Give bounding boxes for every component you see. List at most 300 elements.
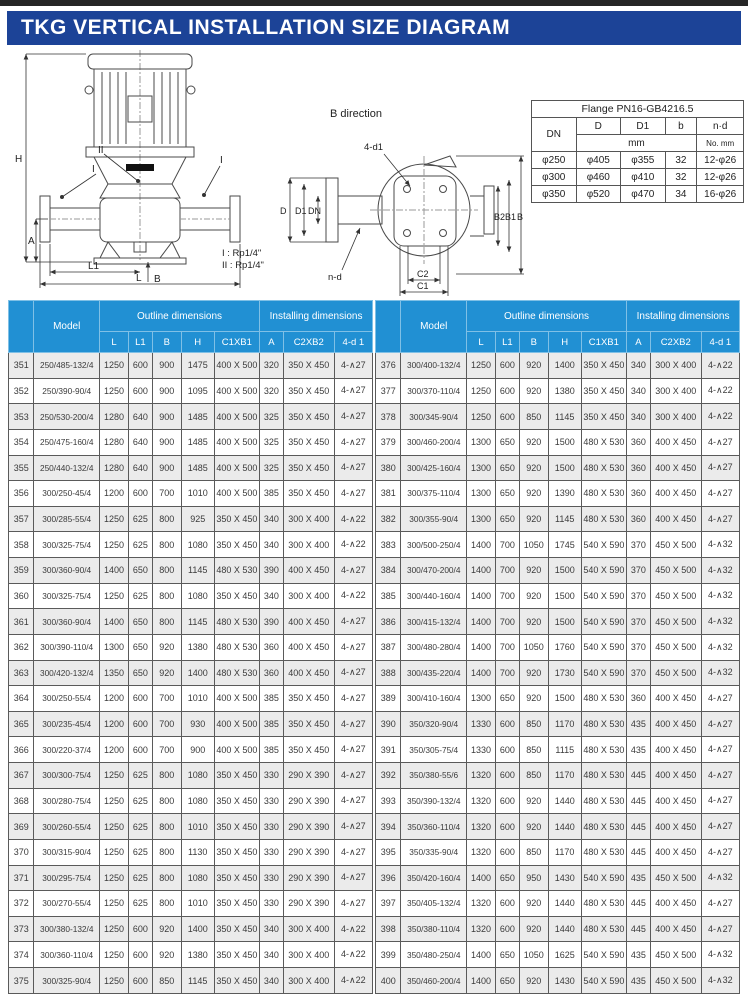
dn-cell: φ250 — [532, 152, 577, 169]
d-cell: φ460 — [576, 169, 621, 186]
a-cell: 370 — [627, 660, 651, 686]
l-cell: 1280 — [99, 404, 128, 430]
l1-cell: 600 — [129, 968, 153, 994]
c2xb2-cell: 400 X 450 — [283, 634, 334, 660]
h-cell: 1400 — [548, 353, 581, 379]
table-row — [9, 583, 373, 609]
4d1-cell: 4-∧27 — [334, 558, 372, 584]
4d1-cell: 4-∧27 — [701, 737, 739, 763]
a-cell: 390 — [260, 558, 284, 584]
l-cell: 1250 — [99, 916, 128, 942]
model-cell: 300/360-90/4 — [34, 558, 100, 584]
4d1-cell: 4-∧22 — [334, 583, 372, 609]
model-cell: 300/435-220/4 — [401, 660, 467, 686]
row-index: 352 — [9, 378, 34, 404]
c2xb2-cell: 400 X 450 — [650, 814, 701, 840]
col-header-a: A — [627, 332, 651, 353]
c1xb1-cell: 350 X 450 — [214, 814, 260, 840]
model-col-header: Model — [34, 301, 100, 353]
table-row — [376, 634, 740, 660]
page-title: TKG VERTICAL INSTALLATION SIZE DIAGRAM — [21, 16, 511, 39]
table-row — [376, 481, 740, 507]
c1xb1-cell: 350 X 450 — [581, 404, 627, 430]
h-cell: 1080 — [181, 788, 214, 814]
l1-cell: 700 — [496, 558, 520, 584]
table-row — [376, 814, 740, 840]
b-cell: 850 — [519, 404, 548, 430]
table-row — [532, 186, 744, 203]
l-cell: 1250 — [99, 891, 128, 917]
row-index: 363 — [9, 660, 34, 686]
b-cell: 900 — [152, 429, 181, 455]
a-cell: 320 — [260, 353, 284, 379]
table-row — [9, 353, 373, 379]
h-cell: 1130 — [181, 839, 214, 865]
4d1-cell: 4-∧27 — [334, 660, 372, 686]
h-cell: 1010 — [181, 814, 214, 840]
l1-cell: 600 — [129, 481, 153, 507]
b-cell: 920 — [519, 353, 548, 379]
table-row — [376, 378, 740, 404]
a-cell: 340 — [260, 942, 284, 968]
c1xb1-cell: 540 X 590 — [581, 968, 627, 994]
dn-cell: φ350 — [532, 186, 577, 203]
model-cell: 350/305-75/4 — [401, 737, 467, 763]
model-cell: 300/315-90/4 — [34, 839, 100, 865]
row-index: 380 — [376, 455, 401, 481]
model-cell: 300/300-75/4 — [34, 763, 100, 789]
c1xb1-cell: 400 X 500 — [214, 455, 260, 481]
h-cell: 1485 — [181, 455, 214, 481]
4d1-cell: 4-∧32 — [701, 634, 739, 660]
flange-col-d: D — [576, 118, 621, 135]
row-index: 359 — [9, 558, 34, 584]
model-cell: 250/485-132/4 — [34, 353, 100, 379]
4d1-cell: 4-∧27 — [701, 686, 739, 712]
d1-cell: φ355 — [621, 152, 666, 169]
row-index: 392 — [376, 763, 401, 789]
a-cell: 330 — [260, 839, 284, 865]
c1xb1-cell: 350 X 450 — [214, 968, 260, 994]
flange-table — [531, 100, 744, 203]
model-cell: 300/390-110/4 — [34, 634, 100, 660]
a-cell: 360 — [627, 686, 651, 712]
h-cell: 1440 — [548, 788, 581, 814]
l-cell: 1280 — [99, 429, 128, 455]
a-cell: 370 — [627, 558, 651, 584]
h-cell: 1430 — [548, 865, 581, 891]
4d1-cell: 4-∧27 — [334, 429, 372, 455]
port-thread-notes — [222, 248, 264, 272]
b-direction-title: B direction — [330, 108, 382, 120]
c2xb2-cell: 450 X 500 — [650, 634, 701, 660]
a-cell: 340 — [627, 378, 651, 404]
h-cell: 1380 — [181, 634, 214, 660]
4d1-cell: 4-∧27 — [701, 429, 739, 455]
l1-cell: 600 — [496, 839, 520, 865]
b-cell: 800 — [152, 532, 181, 558]
l1-cell: 650 — [496, 506, 520, 532]
l-cell: 1250 — [99, 763, 128, 789]
table-row — [9, 711, 373, 737]
a-cell: 385 — [260, 481, 284, 507]
col-header-b: B — [152, 332, 181, 353]
c2xb2-cell: 400 X 450 — [650, 686, 701, 712]
col-header-a: A — [260, 332, 284, 353]
4d1-cell: 4-∧27 — [334, 634, 372, 660]
b-cell: 920 — [152, 942, 181, 968]
b-cell: 900 — [152, 353, 181, 379]
4d1-cell: 4-∧32 — [701, 942, 739, 968]
l1-cell: 625 — [129, 865, 153, 891]
a-cell: 385 — [260, 711, 284, 737]
c2xb2-cell: 450 X 500 — [650, 532, 701, 558]
table-row — [376, 711, 740, 737]
4d1-cell: 4-∧27 — [701, 839, 739, 865]
row-index: 375 — [9, 968, 34, 994]
c2xb2-cell: 350 X 450 — [283, 737, 334, 763]
c2xb2-cell: 350 X 450 — [283, 711, 334, 737]
row-index: 399 — [376, 942, 401, 968]
h-cell: 1380 — [181, 942, 214, 968]
4d1-cell: 4-∧27 — [334, 353, 372, 379]
d1-cell: φ470 — [621, 186, 666, 203]
l1-cell: 600 — [496, 353, 520, 379]
c2xb2-cell: 290 X 390 — [283, 788, 334, 814]
l-cell: 1400 — [466, 942, 495, 968]
model-cell: 300/360-90/4 — [34, 609, 100, 635]
l1-cell: 650 — [496, 455, 520, 481]
l1-cell: 600 — [129, 916, 153, 942]
a-cell: 370 — [627, 583, 651, 609]
4d1-cell: 4-∧27 — [701, 506, 739, 532]
dim-label-h: H — [15, 154, 23, 165]
l-cell: 1320 — [466, 891, 495, 917]
model-cell: 300/470-200/4 — [401, 558, 467, 584]
l-cell: 1400 — [466, 609, 495, 635]
h-cell: 1010 — [181, 891, 214, 917]
b-cell: 850 — [519, 711, 548, 737]
l1-cell: 700 — [496, 660, 520, 686]
outline-group-header: Outline dimensions — [99, 301, 259, 332]
h-cell: 1500 — [548, 455, 581, 481]
row-index: 386 — [376, 609, 401, 635]
b-cell: 800 — [152, 788, 181, 814]
c1xb1-cell: 540 X 590 — [581, 532, 627, 558]
l1-cell: 650 — [129, 660, 153, 686]
model-cell: 300/400-132/4 — [401, 353, 467, 379]
c1xb1-cell: 480 X 530 — [581, 455, 627, 481]
a-cell: 445 — [627, 891, 651, 917]
4d1-cell: 4-∧22 — [334, 916, 372, 942]
c1xb1-cell: 480 X 530 — [581, 839, 627, 865]
row-index: 379 — [376, 429, 401, 455]
row-index: 372 — [9, 891, 34, 917]
table-row — [376, 583, 740, 609]
h-cell: 1500 — [548, 609, 581, 635]
b-cell: 920 — [519, 609, 548, 635]
b-cell: 920 — [519, 455, 548, 481]
c1xb1-cell: 400 X 500 — [214, 429, 260, 455]
b-cell: 920 — [519, 583, 548, 609]
l-cell: 1250 — [99, 865, 128, 891]
l1-cell: 625 — [129, 532, 153, 558]
a-cell: 340 — [627, 353, 651, 379]
row-index: 395 — [376, 839, 401, 865]
row-index: 369 — [9, 814, 34, 840]
table-row — [376, 839, 740, 865]
a-cell: 340 — [260, 916, 284, 942]
flange-col-d1: D1 — [621, 118, 666, 135]
dim-label-c1: C1 — [417, 281, 429, 291]
c2xb2-cell: 450 X 500 — [650, 609, 701, 635]
4d1-cell: 4-∧27 — [334, 711, 372, 737]
col-header-h: H — [181, 332, 214, 353]
col-header-l1: L1 — [129, 332, 153, 353]
d-cell: φ405 — [576, 152, 621, 169]
4d1-cell: 4-∧22 — [334, 968, 372, 994]
row-index: 396 — [376, 865, 401, 891]
model-cell: 350/460-200/4 — [401, 968, 467, 994]
model-cell: 350/405-132/4 — [401, 891, 467, 917]
row-index: 355 — [9, 455, 34, 481]
table-row — [376, 455, 740, 481]
l1-cell: 600 — [496, 711, 520, 737]
row-index: 381 — [376, 481, 401, 507]
row-index: 389 — [376, 686, 401, 712]
l-cell: 1300 — [466, 506, 495, 532]
table-row — [9, 891, 373, 917]
l-cell: 1250 — [99, 942, 128, 968]
model-cell: 300/280-75/4 — [34, 788, 100, 814]
c2xb2-cell: 350 X 450 — [283, 455, 334, 481]
row-index: 391 — [376, 737, 401, 763]
h-cell: 1080 — [181, 583, 214, 609]
c1xb1-cell: 400 X 500 — [214, 737, 260, 763]
c2xb2-cell: 400 X 450 — [650, 506, 701, 532]
outline-group-header: Outline dimensions — [466, 301, 626, 332]
l1-cell: 625 — [129, 814, 153, 840]
model-cell: 300/480-280/4 — [401, 634, 467, 660]
table-row — [9, 506, 373, 532]
model-cell: 300/460-200/4 — [401, 429, 467, 455]
h-cell: 1080 — [181, 763, 214, 789]
row-index: 394 — [376, 814, 401, 840]
l-cell: 1300 — [99, 634, 128, 660]
note-line-1: I : Rp1/4" — [222, 248, 262, 259]
4d1-cell: 4-∧22 — [701, 378, 739, 404]
4d1-cell: 4-∧27 — [701, 814, 739, 840]
model-cell: 350/320-90/4 — [401, 711, 467, 737]
top-border-strip — [0, 0, 748, 6]
model-cell: 300/415-132/4 — [401, 609, 467, 635]
c2xb2-cell: 290 X 390 — [283, 763, 334, 789]
table-row — [9, 763, 373, 789]
c2xb2-cell: 400 X 450 — [283, 660, 334, 686]
table-row — [9, 378, 373, 404]
a-cell: 390 — [260, 609, 284, 635]
a-cell: 445 — [627, 839, 651, 865]
c1xb1-cell: 350 X 450 — [581, 353, 627, 379]
l1-cell: 600 — [129, 686, 153, 712]
c1xb1-cell: 480 X 530 — [214, 609, 260, 635]
row-index: 377 — [376, 378, 401, 404]
table-row — [9, 968, 373, 994]
c1xb1-cell: 350 X 450 — [214, 916, 260, 942]
table-row — [9, 865, 373, 891]
c2xb2-cell: 300 X 400 — [650, 353, 701, 379]
b-cell: 920 — [519, 686, 548, 712]
b-cell: 920 — [519, 429, 548, 455]
model-cell: 350/390-132/4 — [401, 788, 467, 814]
l-cell: 1400 — [466, 660, 495, 686]
col-header-c1xb1: C1XB1 — [581, 332, 627, 353]
model-cell: 350/380-110/4 — [401, 916, 467, 942]
c1xb1-cell: 540 X 590 — [581, 865, 627, 891]
l1-cell: 625 — [129, 891, 153, 917]
h-cell: 1170 — [548, 711, 581, 737]
d-cell: φ520 — [576, 186, 621, 203]
h-cell: 1730 — [548, 660, 581, 686]
b-cell: 32 — [665, 152, 697, 169]
a-cell: 330 — [260, 865, 284, 891]
c1xb1-cell: 480 X 530 — [581, 737, 627, 763]
c2xb2-cell: 350 X 450 — [283, 481, 334, 507]
dim-label-d1: D1 — [295, 206, 307, 216]
model-cell: 350/380-55/6 — [401, 763, 467, 789]
b-cell: 34 — [665, 186, 697, 203]
dimension-tables — [8, 300, 741, 994]
h-cell: 1145 — [181, 968, 214, 994]
c1xb1-cell: 480 X 530 — [581, 763, 627, 789]
model-cell: 300/355-90/4 — [401, 506, 467, 532]
h-cell: 1760 — [548, 634, 581, 660]
nd-cell: 12-φ26 — [697, 169, 744, 186]
c1xb1-cell: 350 X 450 — [214, 891, 260, 917]
l-cell: 1300 — [466, 429, 495, 455]
title-bar — [7, 11, 741, 45]
b-cell: 32 — [665, 169, 697, 186]
l-cell: 1330 — [466, 711, 495, 737]
model-cell: 250/440-132/4 — [34, 455, 100, 481]
table-row — [9, 532, 373, 558]
row-index: 388 — [376, 660, 401, 686]
c2xb2-cell: 300 X 400 — [650, 404, 701, 430]
c2xb2-cell: 290 X 390 — [283, 814, 334, 840]
l1-cell: 600 — [129, 942, 153, 968]
h-cell: 1380 — [548, 378, 581, 404]
table-row — [9, 558, 373, 584]
c1xb1-cell: 480 X 530 — [581, 891, 627, 917]
c1xb1-cell: 350 X 450 — [581, 378, 627, 404]
row-index: 356 — [9, 481, 34, 507]
l-cell: 1200 — [99, 737, 128, 763]
c2xb2-cell: 450 X 500 — [650, 942, 701, 968]
dim-label-b: B — [517, 212, 524, 222]
table-row — [9, 455, 373, 481]
l1-cell: 625 — [129, 788, 153, 814]
4d1-cell: 4-∧27 — [334, 686, 372, 712]
a-cell: 445 — [627, 814, 651, 840]
col-header-c2xb2: C2XB2 — [283, 332, 334, 353]
model-cell: 300/325-90/4 — [34, 968, 100, 994]
h-cell: 1080 — [181, 532, 214, 558]
table-row — [9, 481, 373, 507]
c2xb2-cell: 450 X 500 — [650, 583, 701, 609]
l-cell: 1250 — [99, 583, 128, 609]
l-cell: 1320 — [466, 839, 495, 865]
h-cell: 1095 — [181, 378, 214, 404]
c1xb1-cell: 480 X 530 — [214, 634, 260, 660]
dim-label-l1: L1 — [88, 261, 100, 272]
row-index: 367 — [9, 763, 34, 789]
h-cell: 1400 — [181, 916, 214, 942]
model-cell: 300/370-110/4 — [401, 378, 467, 404]
b-cell: 700 — [152, 737, 181, 763]
4d1-cell: 4-∧27 — [334, 737, 372, 763]
c1xb1-cell: 400 X 500 — [214, 711, 260, 737]
a-cell: 445 — [627, 763, 651, 789]
c1xb1-cell: 540 X 590 — [581, 558, 627, 584]
l1-cell: 600 — [129, 353, 153, 379]
l-cell: 1300 — [466, 481, 495, 507]
table-row — [376, 353, 740, 379]
4d1-cell: 4-∧27 — [701, 455, 739, 481]
model-cell: 300/420-132/4 — [34, 660, 100, 686]
c2xb2-cell: 450 X 500 — [650, 968, 701, 994]
h-cell: 1170 — [548, 763, 581, 789]
row-index: 397 — [376, 891, 401, 917]
c1xb1-cell: 480 X 530 — [581, 429, 627, 455]
model-cell: 300/250-55/4 — [34, 686, 100, 712]
h-cell: 1500 — [548, 583, 581, 609]
l1-cell: 650 — [129, 609, 153, 635]
model-cell: 300/345-90/4 — [401, 404, 467, 430]
col-header-b: B — [519, 332, 548, 353]
4d1-cell: 4-∧27 — [701, 891, 739, 917]
h-cell: 1625 — [548, 942, 581, 968]
a-cell: 370 — [627, 609, 651, 635]
c1xb1-cell: 480 X 530 — [581, 814, 627, 840]
table-row — [9, 404, 373, 430]
model-cell: 250/390-90/4 — [34, 378, 100, 404]
l1-cell: 600 — [496, 378, 520, 404]
a-cell: 340 — [260, 506, 284, 532]
table-row — [376, 968, 740, 994]
c1xb1-cell: 480 X 530 — [581, 481, 627, 507]
nd-cell: 12-φ26 — [697, 152, 744, 169]
table-row — [9, 686, 373, 712]
l1-cell: 640 — [129, 429, 153, 455]
c1xb1-cell: 480 X 530 — [581, 506, 627, 532]
l-cell: 1300 — [466, 455, 495, 481]
a-cell: 360 — [627, 481, 651, 507]
b-cell: 700 — [152, 711, 181, 737]
table-row — [376, 532, 740, 558]
h-cell: 1010 — [181, 686, 214, 712]
l1-cell: 600 — [496, 404, 520, 430]
4d1-cell: 4-∧27 — [334, 814, 372, 840]
l-cell: 1250 — [99, 814, 128, 840]
dim-label-d: D — [280, 206, 287, 216]
4d1-cell: 4-∧32 — [701, 532, 739, 558]
table-row — [376, 942, 740, 968]
l1-cell: 650 — [129, 634, 153, 660]
row-index: 361 — [9, 609, 34, 635]
table-row — [376, 404, 740, 430]
c1xb1-cell: 350 X 450 — [214, 532, 260, 558]
row-index: 366 — [9, 737, 34, 763]
